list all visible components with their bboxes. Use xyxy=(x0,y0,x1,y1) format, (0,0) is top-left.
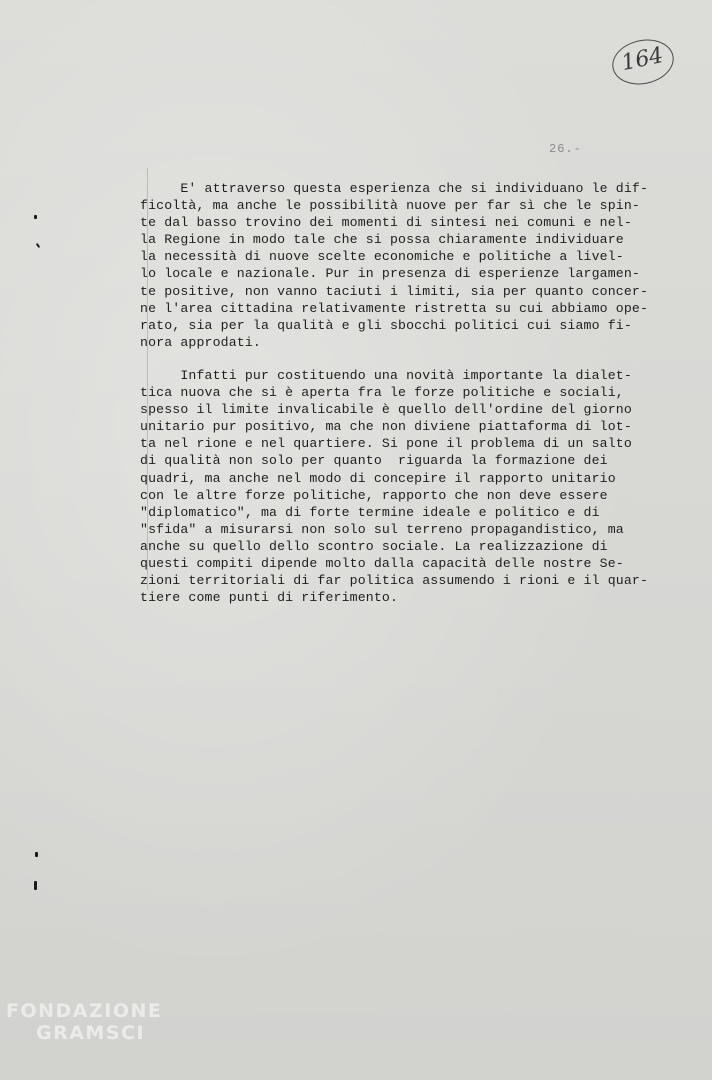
text-line: ne l'area cittadina relativamente ristretta su cui abbiamo ope- xyxy=(140,300,649,316)
punch-mark xyxy=(36,243,41,248)
punch-mark xyxy=(34,215,37,219)
folio-stamp xyxy=(608,34,678,90)
text-line: ta nel rione e nel quartiere. Si pone il problema di un salto xyxy=(140,436,632,452)
text-line: quadri, ma anche nel modo di concepire il rapporto unitario xyxy=(140,470,616,486)
text-line: anche su quello dello scontro sociale. La realizzazione di xyxy=(140,538,608,554)
page-number: 26.- xyxy=(549,142,582,156)
text-line: ficoltà, ma anche le possibilità nuove per far sì che le spin- xyxy=(140,198,640,214)
text-line: tiere come punti di riferimento. xyxy=(140,590,399,606)
text-line: "diplomatico", ma di forte termine ideale e politico e di xyxy=(140,504,600,520)
text-line: lo locale e nazionale. Pur in presenza di esperienze largamen- xyxy=(140,266,640,282)
text-line: te dal basso trovino dei momenti di sintesi nei comuni e nel- xyxy=(140,215,632,231)
paragraph-2 xyxy=(140,367,680,606)
watermark-line-2: GRAMSCI xyxy=(36,1022,146,1044)
text-line: Infatti pur costituendo una novità importante la dialet- xyxy=(140,367,632,383)
text-line: questi compiti dipende molto dalla capacità delle nostre Se- xyxy=(140,555,624,571)
text-line: tica nuova che si è aperta fra le forze politiche e sociali, xyxy=(140,385,624,401)
text-line: rato, sia per la qualità e gli sbocchi politici cui siamo fi- xyxy=(140,317,632,333)
paragraph-1 xyxy=(140,180,680,351)
text-line: la necessità di nuove scelte economiche e politiche a livel- xyxy=(140,249,624,265)
text-line: di qualità non solo per quanto riguarda la formazione dei xyxy=(140,453,608,469)
text-line: zioni territoriali di far politica assumendo i rioni e il quar- xyxy=(140,573,649,589)
folio-number: 164 xyxy=(619,42,666,77)
text-line: nora approdati. xyxy=(140,334,261,350)
text-line: te positive, non vanno taciuti i limiti, sia per quanto concer- xyxy=(140,283,649,299)
text-line: la Regione in modo tale che si possa chiaramente individuare xyxy=(140,232,624,248)
text-line: "sfida" a misurarsi non solo sul terreno propagandistico, ma xyxy=(140,521,624,537)
body-text xyxy=(140,180,680,622)
watermark-line-1: FONDAZIONE xyxy=(6,1000,163,1022)
text-line: con le altre forze politiche, rapporto che non deve essere xyxy=(140,487,608,503)
watermark-logo xyxy=(6,1000,206,1044)
text-line: unitario pur positivo, ma che non diviene piattaforma di lot- xyxy=(140,419,632,435)
punch-mark xyxy=(34,881,37,890)
punch-mark xyxy=(35,852,38,857)
text-line: E' attraverso questa esperienza che si individuano le dif- xyxy=(140,181,649,196)
text-line: spesso il limite invalicabile è quello dell'ordine del giorno xyxy=(140,402,632,418)
